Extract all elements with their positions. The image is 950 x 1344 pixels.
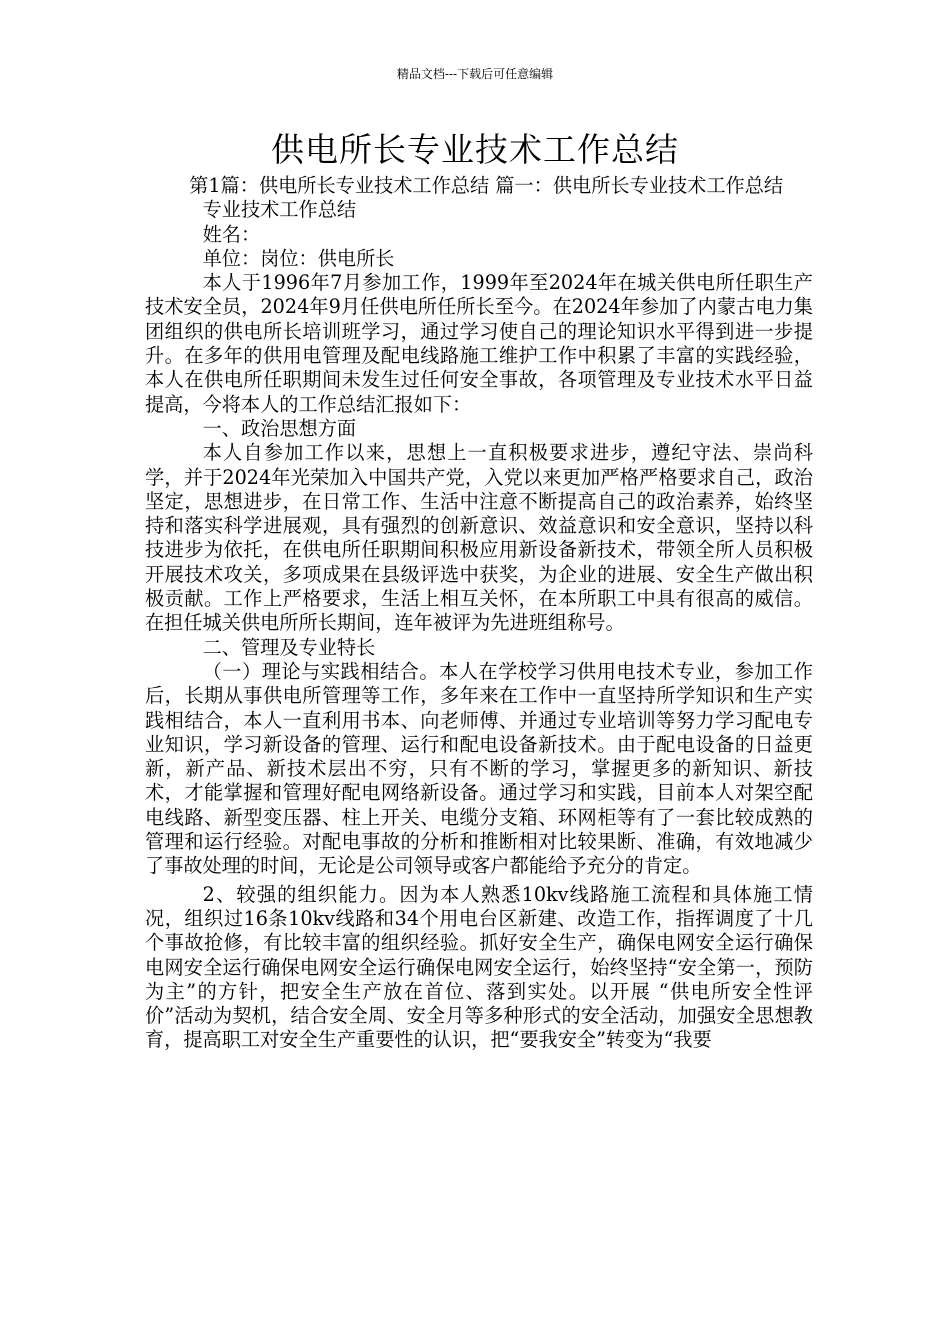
paragraph-intro: 本人于1996年7月参加工作，1999年至2024年在城关供电所任职生产技术安全员，2024年9月任供电所任所长至今。在2024年参加了内蒙古电力集团组织的供电所长培训班学习，通过学习使自己的理论知识水平得到进一步提升。在多年的供用电管理及配电线路施工维护工作中积累了丰富的实践经验，本人在供电所任职期间未发生过任何安全事故，各项管理及专业技术水平日益提高，今将本人的工作总结汇报如下： [145, 271, 813, 416]
document-title: 供电所长专业技术工作总结 [271, 130, 679, 169]
document-body [145, 174, 813, 1053]
paragraph-theory-practice: （一）理论与实践相结合。本人在学校学习供用电技术专业，参加工作后，长期从事供电所管理等工作，多年来在工作中一直坚持所学知识和生产实践相结合，本人一直利用书本、向老师傅、并通过专业培训等努力学习配电专业知识，学习新设备的管理、运行和配电设备新技术。由于配电设备的日益更新，新产品、新技术层出不穷，只有不断的学习，掌握更多的新知识、新技术，才能掌握和管理好配电网络新设备。通过学习和实践，目前本人对架空配电线路、新型变压器、柱上开关、电缆分支箱、环网柜等有了一套比较成熟的管理和运行经验。对配电事故的分析和推断相对比较果断、准确，有效地减少 了事故处理的时间，无论是公司领导或客户都能给予充分的肯定。 [145, 659, 813, 878]
paragraph-politics: 本人自参加工作以来，思想上一直积极要求进步，遵纪守法、崇尚科学，并于2024年光荣加入中国共产党，入党以来更加严格严格要求自己，政治坚定，思想进步，在日常工作、生活中注意不断提高自己的政治素养，始终坚持和落实科学进展观，具有强烈的创新意识、效益意识和安全意识，坚持以科技进步为依托，在供电所任职期间积极应用新设备新技术，带领全所人员积极开展技术攻关，多项成果在县级评选中获奖，为企业的进展、安全生产做出积极贡献。工作上严格要求，生活上相互关怀，在本所职工中具有很高的威信。在担任城关供电所所长期间，连年被评为先进班组称号。 [145, 441, 813, 635]
field-unit-position: 单位：岗位：供电所长 [202, 246, 395, 270]
section-heading-management: 二、管理及专业特长 [202, 635, 376, 659]
field-name: 姓名： [202, 222, 261, 246]
section-heading-politics: 一、政治思想方面 [202, 416, 357, 440]
paragraph-source: 第1篇：供电所长专业技术工作总结 篇一：供电所长专业技术工作总结 [189, 174, 784, 197]
paragraph-subtitle: 专业技术工作总结 [202, 198, 357, 222]
page-header: 精品文档---下载后可任意编辑 [396, 67, 554, 81]
paragraph-organization: 2、较强的组织能力。因为本人熟悉10kv线路施工流程和具体施工情况，组织过16条10kv线路和34个用电台区新建、改造工作，指挥调度了十几个事故抢修，有比较丰富的组织经验。抓好安全生产，确保电网安全运行确保电网安全运行确保电网安全运行确保电网安全运行，始终坚持“安全第一，预防为主”的方针，把安全生产放在首位、落到实处。以开展 “供电所安全性评价”活动为契机，结合安全周、安全月等多种形式的安全活动，加强安全思想教育，提高职工对安全生产重要性的认识，把“要我安全”转变为“我要 [145, 882, 813, 1052]
